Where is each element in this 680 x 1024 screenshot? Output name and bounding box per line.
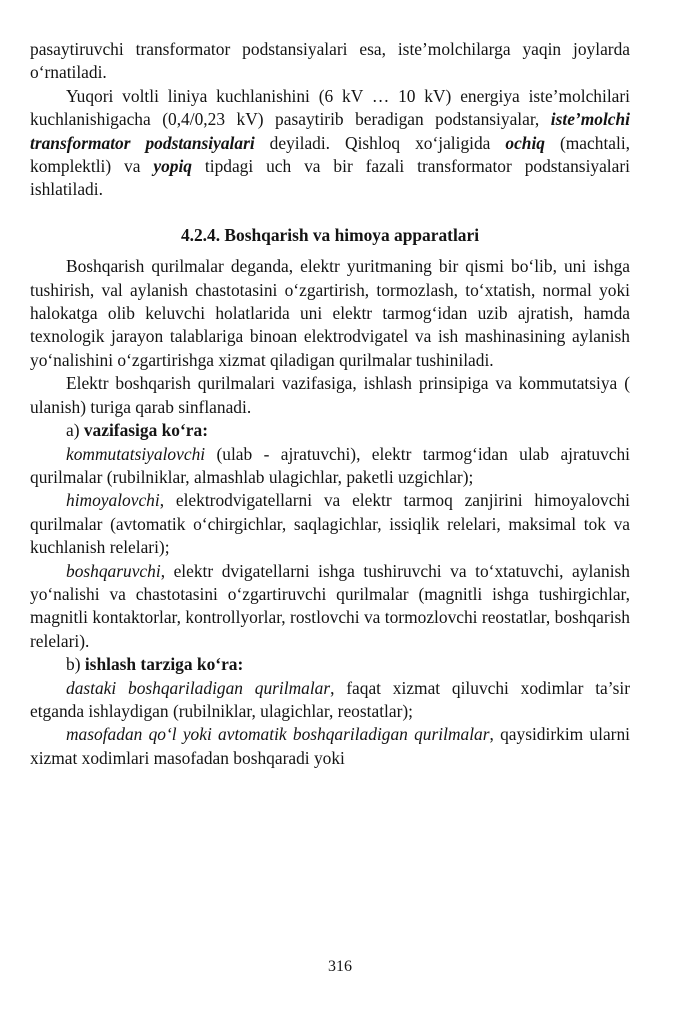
- list-item-switching: [30, 443, 630, 490]
- paragraph-consumer-substations: [30, 85, 630, 202]
- paragraph-text: Elektr boshqarish qurilmalari vazifasiga, ishlash prinsipiga va kommutatsiya ( ulanish) turiga qarab sinflanadi.: [30, 373, 630, 417]
- list-item-text: (ulab - ajratuvchi), elektr tarmog‘idan ulab ajratuvchi qurilmalar (rubilniklar, almashlab ulagichlar, paketli uzgichlar);: [30, 443, 630, 487]
- list-item-text: , elektr dvigatellarni ishga tushiruvchi va to‘xtatuvchi, aylanish yo‘nalishi va chastotasini o‘zgartiruvchi qurilmalar (magnitli ishga tushirgichlar, magnitli kontaktorlar, kontrollyorlar, rostlovchi va tormozlovchi reostatlar, boshqarish relelari).: [30, 560, 630, 651]
- list-item-manual: [30, 677, 630, 724]
- list-heading-by-operation: [30, 653, 630, 676]
- list-heading-text: vazifasiga ko‘ra:: [83, 420, 208, 441]
- term-switching: kommutatsiyalovchi: [66, 443, 206, 464]
- paragraph-substations-intro: [30, 38, 630, 85]
- list-item-controlling: [30, 560, 630, 654]
- term-remote-automatic: masofadan qo‘l yoki avtomatik boshqariladigan qurilmalar: [66, 724, 490, 745]
- list-item-text: , qaysidirkim ularni xizmat xodimlari masofadan boshqaradi yoki: [30, 724, 630, 768]
- list-marker: b): [66, 654, 85, 675]
- list-marker: a): [66, 420, 84, 441]
- document-page: [30, 38, 630, 770]
- paragraph-classification: [30, 372, 630, 419]
- list-heading-text: ishlash tarziga ko‘ra:: [84, 654, 244, 675]
- paragraph-text: pasaytiruvchi transformator podstansiyalari esa, iste’molchilarga yaqin joylarda o‘rnatiladi.: [30, 39, 630, 83]
- list-item-text: , elektrodvigatellarni va elektr tarmoq zanjirini himoyalovchi qurilmalar (avtomatik o‘chirgichlar, saqlagichlar, issiqlik relelari, maksimal tok va kuchlanish relelari);: [30, 490, 630, 558]
- term-controlling: boshqaruvchi: [66, 560, 161, 581]
- term-closed: yopiq: [153, 156, 192, 177]
- section-heading: 4.2.4. Boshqarish va himoya apparatlari: [180, 224, 480, 245]
- paragraph-text: deyiladi. Qishloq xo‘jaligida: [254, 132, 506, 153]
- term-consumer-substations: iste’molchi transformator podstansiyalari: [30, 109, 630, 153]
- term-manual: dastaki boshqariladigan qurilmalar: [66, 677, 331, 698]
- paragraph-text: Boshqarish qurilmalar deganda, elektr yuritmaning bir qismi bo‘lib, uni ishga tushirish, val aylanish chastotasini o‘zgartirish, tormozlash, to‘xtatish, normal yoki halokatga olib keluvchi holatlarida uni elektr tarmog‘idan uzib ajratish, hamda texnologik jarayon talablariga binoan elektrodvigatel va ish mashinasining aylanish yo‘nalishini o‘zgartirishga xizmat qiladigan qurilmalar tushiniladi.: [30, 256, 630, 370]
- list-item-text: , faqat xizmat qiluvchi xodimlar ta’sir etganda ishlaydigan (rubilniklar, ulagichlar, reostatlar);: [30, 677, 630, 721]
- list-heading-by-purpose: [30, 419, 630, 442]
- paragraph-control-devices: [30, 255, 630, 372]
- term-open: ochiq: [505, 132, 546, 153]
- page-number: 316: [328, 958, 352, 975]
- paragraph-text: tipdagi uch va bir fazali transformator podstansiyalari ishlatiladi.: [30, 156, 630, 200]
- paragraph-text: (machtali, komplektli) va: [30, 132, 631, 177]
- term-protective: himoyalovchi: [66, 490, 160, 511]
- list-item-protective: [30, 489, 630, 559]
- list-item-remote-automatic: [30, 723, 630, 770]
- paragraph-text: Yuqori voltli liniya kuchlanishini (6 kV … 10 kV) energiya iste’molchilari kuchlanishigacha (0,4/0,23 kV) pasaytirib beradigan podstansiyalar,: [30, 85, 630, 130]
